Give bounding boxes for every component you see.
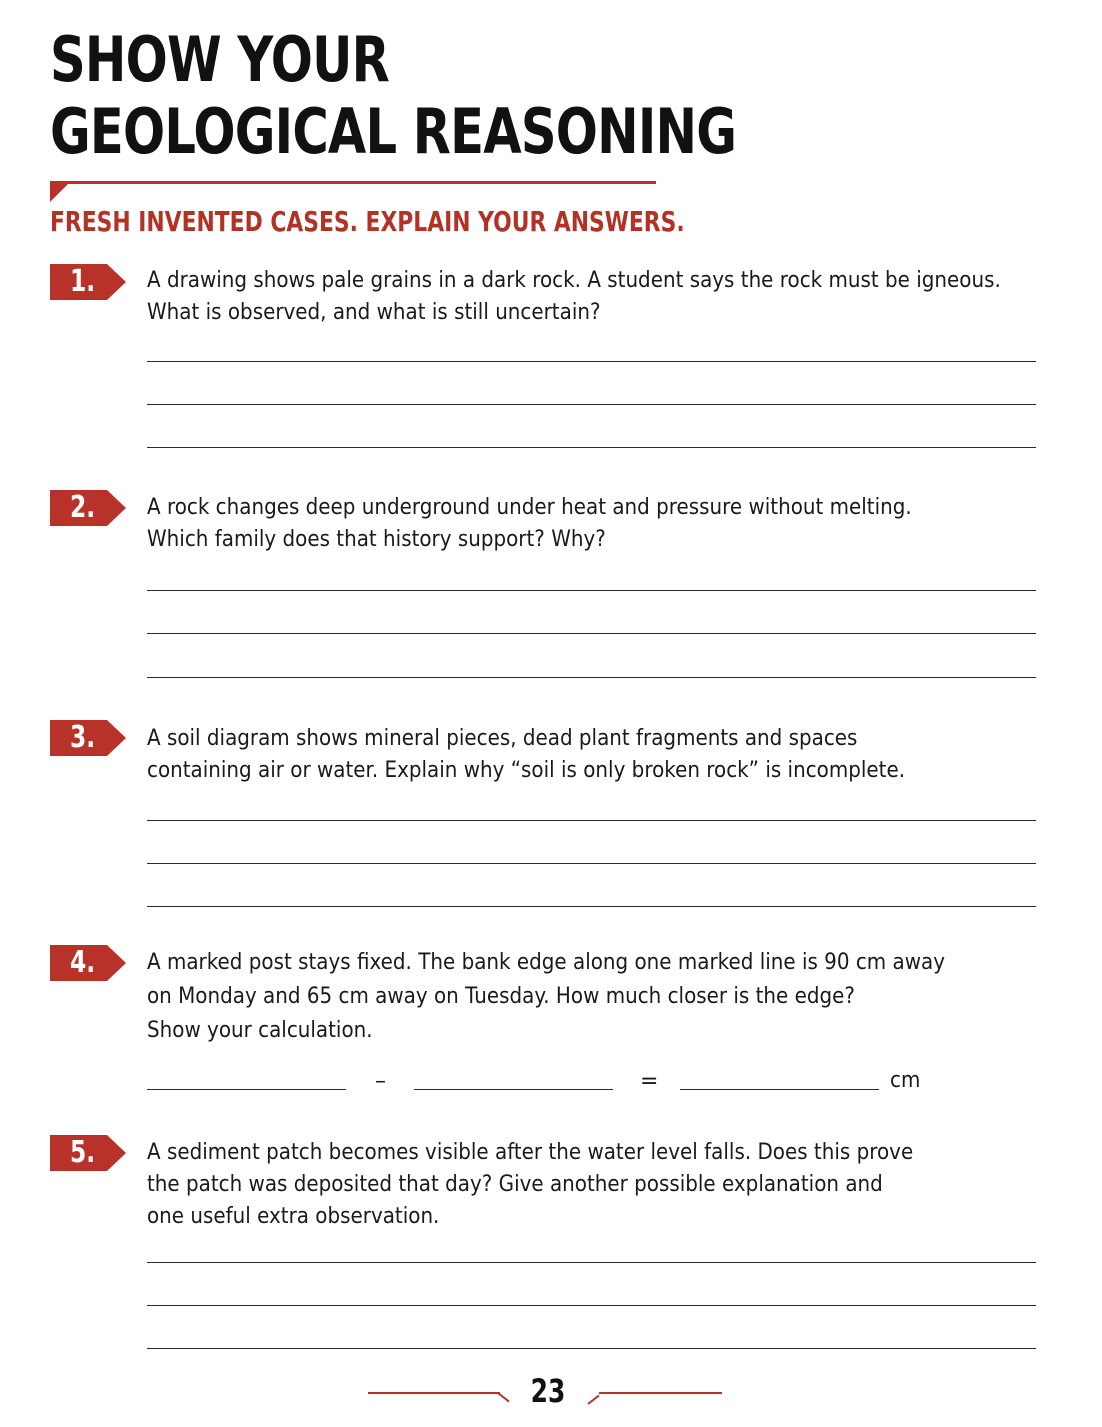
question-2-line-2: Which family does that history support? Why? [147, 527, 606, 552]
question-4-number: 4. [70, 945, 96, 980]
unit-label: cm [890, 1068, 921, 1093]
question-4-text [147, 946, 943, 1048]
question-4-blank-start-distance[interactable] [147, 1089, 346, 1090]
question-2-answer-line-3[interactable] [147, 677, 1036, 678]
question-1-line-2: What is observed, and what is still uncertain? [147, 300, 601, 325]
page-title-line-2: GEOLOGICAL REASONING [50, 95, 737, 168]
question-3-number: 3. [70, 720, 96, 755]
footer-rule-right [599, 1392, 722, 1394]
question-2-line-1: A rock changes deep underground under heat and pressure without melting. [147, 495, 912, 520]
question-5-line-2: the patch was deposited that day? Give another possible explanation and [147, 1172, 883, 1197]
footer-rule-left-tick [497, 1392, 509, 1402]
question-3-answer-line-2[interactable] [147, 863, 1036, 864]
question-4-line-1: A marked post stays fixed. The bank edge along one marked line is 90 cm away [147, 950, 945, 975]
question-1-answer-line-2[interactable] [147, 404, 1036, 405]
question-3-answer-line-3[interactable] [147, 906, 1036, 907]
question-2-answer-line-2[interactable] [147, 633, 1036, 634]
question-2-number: 2. [70, 490, 96, 525]
minus-sign: – [375, 1069, 386, 1094]
question-4-line-3: Show your calculation. [147, 1018, 373, 1043]
question-3-line-1: A soil diagram shows mineral pieces, dead plant fragments and spaces [147, 726, 858, 751]
title-underline-notch [50, 184, 68, 202]
title-underline [50, 181, 656, 184]
question-5-answer-line-1[interactable] [147, 1262, 1036, 1263]
footer-rule-right-tick [587, 1395, 599, 1405]
question-5-answer-line-2[interactable] [147, 1305, 1036, 1306]
footer-rule-left [368, 1392, 500, 1394]
question-1-number: 1. [70, 264, 96, 299]
question-3-text [147, 723, 943, 787]
question-3-answer-line-1[interactable] [147, 820, 1036, 821]
question-1-text [147, 265, 1001, 329]
page-title [50, 24, 736, 168]
question-5-line-3: one useful extra observation. [147, 1204, 440, 1229]
page-title-line-1: SHOW YOUR [50, 23, 389, 96]
question-5-text [147, 1137, 943, 1233]
question-4-blank-end-distance[interactable] [414, 1089, 613, 1090]
question-5-line-1: A sediment patch becomes visible after the water level falls. Does this prove [147, 1140, 914, 1165]
question-1-answer-line-3[interactable] [147, 447, 1036, 448]
equals-sign: = [640, 1069, 659, 1094]
question-1-line-1: A drawing shows pale grains in a dark rock. A student says the rock must be igneous. [147, 268, 1001, 293]
question-4-line-2: on Monday and 65 cm away on Tuesday. How much closer is the edge? [147, 984, 855, 1009]
question-2-answer-line-1[interactable] [147, 590, 1036, 591]
question-5-answer-line-3[interactable] [147, 1348, 1036, 1349]
question-5-number: 5. [70, 1135, 96, 1170]
question-2-text [147, 492, 943, 556]
question-1-answer-line-1[interactable] [147, 361, 1036, 362]
page-number: 23 [530, 1372, 566, 1410]
question-3-line-2: containing air or water. Explain why “soil is only broken rock” is incomplete. [147, 758, 906, 783]
question-4-blank-result[interactable] [680, 1089, 879, 1090]
page-subtitle: FRESH INVENTED CASES. EXPLAIN YOUR ANSWERS. [50, 205, 685, 238]
